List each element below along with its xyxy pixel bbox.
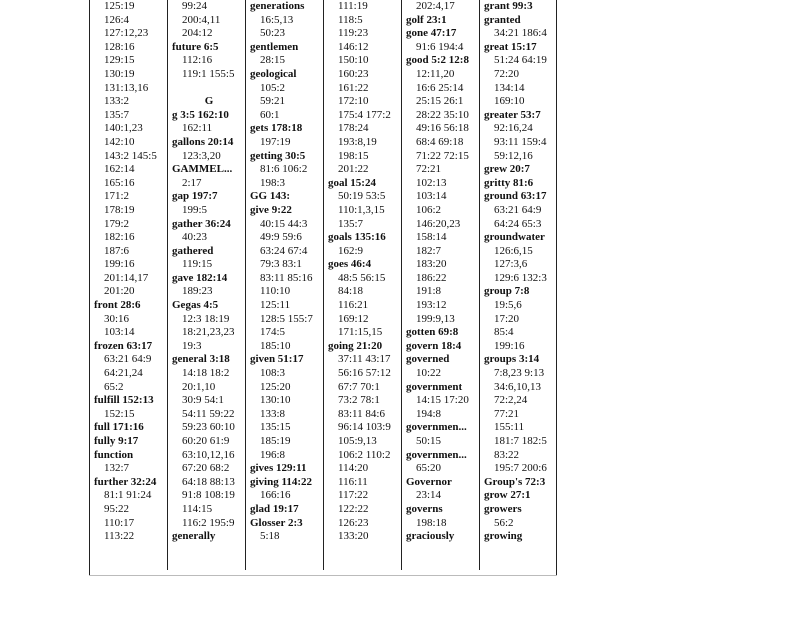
index-locator: 93:11 159:4 <box>494 135 547 148</box>
index-entry: groundwater <box>484 231 545 244</box>
index-locator: 23:14 <box>416 489 442 502</box>
index-entry: govern 18:4 <box>406 339 462 352</box>
index-entry: further 32:24 <box>94 475 157 488</box>
index-locator: 134:14 <box>494 81 525 94</box>
index-locator: 174:5 <box>260 326 286 339</box>
index-locator: 182:7 <box>416 244 442 257</box>
index-entry: g 3:5 162:10 <box>172 108 229 121</box>
index-locator: 18:21,23,23 <box>182 326 235 339</box>
index-locator: 125:11 <box>260 299 291 312</box>
index-locator: 96:14 103:9 <box>338 421 391 434</box>
index-locator: 162:9 <box>338 244 364 257</box>
index-locator: 189:23 <box>182 285 213 298</box>
index-locator: 175:4 177:2 <box>338 108 391 121</box>
column-divider <box>89 0 90 575</box>
index-entry: gap 197:7 <box>172 190 218 203</box>
index-entry: GG 143: <box>250 190 291 203</box>
index-locator: 199:16 <box>494 339 525 352</box>
index-entry: glad 19:17 <box>250 502 299 515</box>
index-entry: goes 46:4 <box>328 258 372 271</box>
index-locator: 65:20 <box>416 462 442 475</box>
index-locator: 63:21 64:9 <box>494 203 542 216</box>
index-locator: 128:5 155:7 <box>260 312 313 325</box>
index-locator: 28:22 35:10 <box>416 108 469 121</box>
index-locator: 49:16 56:18 <box>416 122 469 135</box>
index-locator: 199:5 <box>182 203 208 216</box>
index-locator: 169:10 <box>494 95 525 108</box>
index-entry: generally <box>172 530 216 543</box>
index-entry: gallons 20:14 <box>172 135 234 148</box>
index-locator: 131:13,16 <box>104 81 149 94</box>
index-locator: 34:21 186:4 <box>494 27 547 40</box>
index-locator: 59:23 60:10 <box>182 421 235 434</box>
index-locator: 68:4 69:18 <box>416 135 464 148</box>
index-locator <box>172 82 246 96</box>
index-locator: 197:19 <box>260 135 291 148</box>
index-locator: 16:6 25:14 <box>416 81 464 94</box>
index-locator: 40:15 44:3 <box>260 217 308 230</box>
index-locator: 181:7 182:5 <box>494 435 547 447</box>
index-locator: 91:6 194:4 <box>416 40 464 53</box>
index-locator: 119:15 <box>182 258 213 271</box>
index-locator: 126:6,15 <box>494 244 533 257</box>
index-entry: governs <box>406 502 443 515</box>
index-locator: 150:10 <box>338 54 369 67</box>
index-locator: 83:22 <box>494 448 520 461</box>
index-locator: 129:15 <box>104 54 135 67</box>
index-entry: giving 114:22 <box>250 475 313 488</box>
index-locator: 140:1,23 <box>104 122 143 135</box>
index-locator: 56:2 <box>494 516 514 529</box>
index-column-2 <box>172 0 246 580</box>
index-locator: 158:14 <box>416 231 447 244</box>
index-locator: 114:15 <box>182 502 213 515</box>
index-locator: 201:14,17 <box>104 271 149 284</box>
index-entry: gets 178:18 <box>250 122 303 135</box>
index-entry: group 7:8 <box>484 285 530 298</box>
index-locator: 166:16 <box>260 489 291 502</box>
index-entry: gone 47:17 <box>406 27 457 40</box>
index-locator: 91:8 108:19 <box>182 489 235 502</box>
index-locator: 162:14 <box>104 163 135 176</box>
index-locator: 40:23 <box>182 231 208 244</box>
index-locator: 17:20 <box>494 312 520 325</box>
index-locator: 7:8,23 9:13 <box>494 367 545 380</box>
index-locator: 64:21,24 <box>104 367 143 380</box>
index-entry: function <box>94 448 134 461</box>
index-locator: 117:22 <box>338 489 369 502</box>
index-locator: 85:4 <box>494 326 514 339</box>
index-entry: give 9:22 <box>250 203 292 216</box>
index-locator: 200:4,11 <box>182 13 221 26</box>
index-locator: 199:9,13 <box>416 312 455 325</box>
index-locator: 64:24 65:3 <box>494 217 542 230</box>
column-divider <box>556 0 557 575</box>
index-entry: getting 30:5 <box>250 149 306 162</box>
index-entry: fully 9:17 <box>94 435 139 447</box>
index-locator: 103:14 <box>416 190 447 203</box>
index-locator: 169:12 <box>338 312 369 325</box>
index-entry: goal 15:24 <box>328 176 376 189</box>
index-locator: 110:17 <box>104 516 135 529</box>
index-locator: 81:1 91:24 <box>104 489 152 502</box>
index-locator: 25:15 26:1 <box>416 95 464 108</box>
index-locator: 160:23 <box>338 67 369 80</box>
index-locator: 63:10,12,16 <box>182 448 235 461</box>
index-entry: Glosser 2:3 <box>250 516 303 529</box>
index-entry: growing <box>484 530 523 543</box>
index-locator: 125:20 <box>260 380 291 393</box>
index-entry: gather 36:24 <box>172 217 231 230</box>
index-entry: grow 27:1 <box>484 489 531 502</box>
index-locator: 72:2,24 <box>494 394 528 407</box>
index-locator: 112:16 <box>182 54 213 67</box>
index-locator: 193:12 <box>416 299 447 312</box>
index-locator: 183:20 <box>416 258 447 271</box>
index-locator: 95:22 <box>104 502 130 515</box>
index-locator: 12:11,20 <box>416 67 455 80</box>
index-locator: 19:5,6 <box>494 299 522 312</box>
index-entry: going 21:20 <box>328 339 383 352</box>
index-locator: 79:3 83:1 <box>260 258 302 271</box>
index-entry: frozen 63:17 <box>94 339 153 352</box>
index-entry: grew 20:7 <box>484 163 530 176</box>
index-locator: 19:3 <box>182 339 202 352</box>
bottom-rule <box>89 575 557 576</box>
column-divider <box>479 0 480 570</box>
index-locator: 105:2 <box>260 81 286 94</box>
column-divider <box>401 0 402 570</box>
index-locator: 127:3,6 <box>494 258 528 271</box>
index-locator: 171:15,15 <box>338 326 383 339</box>
index-locator: 126:23 <box>338 516 369 529</box>
index-locator: 186:22 <box>416 271 447 284</box>
index-column-1 <box>94 0 168 580</box>
index-locator: 116:21 <box>338 299 369 312</box>
index-entry: geological <box>250 67 297 80</box>
index-entry: gave 182:14 <box>172 271 228 284</box>
index-locator: 20:1,10 <box>182 380 216 393</box>
index-locator: 83:11 84:6 <box>338 407 385 420</box>
index-locator: 60:1 <box>260 108 280 121</box>
index-entry: generations <box>250 0 305 12</box>
index-locator: 99:24 <box>182 0 208 12</box>
index-locator: 198:15 <box>338 149 369 162</box>
index-column-3 <box>250 0 324 580</box>
index-locator: 83:11 85:16 <box>260 271 313 284</box>
index-locator: 113:22 <box>104 530 135 543</box>
index-locator: 71:22 72:15 <box>416 149 469 162</box>
index-entry: goals 135:16 <box>328 231 386 244</box>
index-locator: 196:8 <box>260 448 286 461</box>
column-divider <box>167 0 168 570</box>
index-locator: 105:9,13 <box>338 435 377 447</box>
index-locator: 185:19 <box>260 435 291 447</box>
index-locator: 111:19 <box>338 0 368 12</box>
index-entry: government <box>406 380 463 393</box>
index-locator: 59:12,16 <box>494 149 533 162</box>
index-entry: gathered <box>172 244 214 257</box>
index-locator: 201:20 <box>104 285 135 298</box>
column-divider <box>323 0 324 570</box>
index-locator: 178:24 <box>338 122 369 135</box>
index-locator: 187:6 <box>104 244 130 257</box>
index-entry: growers <box>484 502 522 515</box>
index-entry: ground 63:17 <box>484 190 547 203</box>
index-locator: 51:24 64:19 <box>494 54 547 67</box>
index-locator: 182:16 <box>104 231 135 244</box>
index-locator: 67:7 70:1 <box>338 380 380 393</box>
index-entry: graciously <box>406 530 455 543</box>
index-locator: 81:6 106:2 <box>260 163 308 176</box>
index-locator: 63:21 64:9 <box>104 353 152 366</box>
index-locator: 191:8 <box>416 285 442 298</box>
index-locator: 50:19 53:5 <box>338 190 386 203</box>
index-entry: Governor <box>406 475 452 488</box>
index-entry: grant 99:3 <box>484 0 533 12</box>
index-locator: 118:5 <box>338 13 363 26</box>
index-locator: 103:14 <box>104 326 135 339</box>
index-locator: 67:20 68:2 <box>182 462 230 475</box>
index-locator: 114:20 <box>338 462 369 475</box>
index-locator: 2:17 <box>182 176 202 189</box>
index-locator: 172:10 <box>338 95 369 108</box>
index-locator: 65:2 <box>104 380 124 393</box>
index-entry: greater 53:7 <box>484 108 541 121</box>
index-locator: 133:20 <box>338 530 369 543</box>
index-locator: 110:1,3,15 <box>338 203 385 216</box>
index-locator: 135:7 <box>104 108 130 121</box>
index-entry: gritty 81:6 <box>484 176 534 189</box>
index-column-5 <box>406 0 480 580</box>
index-column-6 <box>484 0 558 580</box>
index-entry: full 171:16 <box>94 421 144 434</box>
index-locator: 135:7 <box>338 217 364 230</box>
index-locator: 195:7 200:6 <box>494 462 547 475</box>
index-locator: 92:16,24 <box>494 122 533 135</box>
index-locator: 59:21 <box>260 95 286 108</box>
index-locator: 64:18 88:13 <box>182 475 235 488</box>
index-locator: 106:2 <box>416 203 442 216</box>
index-locator: 198:3 <box>260 176 286 189</box>
index-locator: 179:2 <box>104 217 130 230</box>
index-locator: 30:16 <box>104 312 130 325</box>
index-locator: 37:11 43:17 <box>338 353 391 366</box>
index-locator: 116:2 195:9 <box>182 516 235 529</box>
index-locator: 5:18 <box>260 530 280 543</box>
index-locator: 171:2 <box>104 190 130 203</box>
index-locator: 202:4,17 <box>416 0 455 12</box>
index-locator: 193:8,19 <box>338 135 377 148</box>
index-locator: 28:15 <box>260 54 286 67</box>
index-locator: 142:10 <box>104 135 135 148</box>
index-locator: 162:11 <box>182 122 213 135</box>
index-locator: 14:18 18:2 <box>182 367 230 380</box>
index-entry: given 51:17 <box>250 353 304 366</box>
index-locator: 198:18 <box>416 516 447 529</box>
index-locator: 204:12 <box>182 27 213 40</box>
index-locator: 72:21 <box>416 163 442 176</box>
index-locator: 199:16 <box>104 258 135 271</box>
index-locator: 165:16 <box>104 176 135 189</box>
index-locator: 201:22 <box>338 163 369 176</box>
index-entry: general 3:18 <box>172 353 230 366</box>
column-divider <box>245 0 246 570</box>
index-entry: gotten 69:8 <box>406 326 459 339</box>
index-locator: 48:5 56:15 <box>338 271 386 284</box>
index-entry: gives 129:11 <box>250 462 307 475</box>
index-entry: golf 23:1 <box>406 13 447 26</box>
index-locator: 102:13 <box>416 176 447 189</box>
index-locator: 133:2 <box>104 95 130 108</box>
index-locator: 130:10 <box>260 394 291 407</box>
index-locator: 73:2 78:1 <box>338 394 380 407</box>
index-locator: 56:16 57:12 <box>338 367 391 380</box>
index-locator: 135:15 <box>260 421 291 434</box>
index-locator: 129:6 132:3 <box>494 271 547 284</box>
index-locator: 122:22 <box>338 502 369 515</box>
index-locator: 72:20 <box>494 67 520 80</box>
index-locator: 77:21 <box>494 407 520 420</box>
index-locator: 185:10 <box>260 339 291 352</box>
index-entry: granted <box>484 13 521 26</box>
index-locator: 128:16 <box>104 40 135 53</box>
index-locator: 106:2 110:2 <box>338 448 391 461</box>
index-locator: 130:19 <box>104 67 135 80</box>
index-locator: 119:23 <box>338 27 369 40</box>
index-entry: groups 3:14 <box>484 353 540 366</box>
index-locator: 16:5,13 <box>260 13 294 26</box>
index-locator: 110:10 <box>260 285 291 298</box>
index-locator: 125:19 <box>104 0 135 12</box>
index-locator: 34:6,10,13 <box>494 380 542 393</box>
index-entry: GAMMEL... <box>172 163 233 176</box>
index-locator: 12:3 18:19 <box>182 312 230 325</box>
index-entry: governed <box>406 353 450 366</box>
index-locator: 116:11 <box>338 475 368 488</box>
index-locator: 155:11 <box>494 421 525 434</box>
index-locator: 143:2 145:5 <box>104 149 157 162</box>
index-locator: 10:22 <box>416 367 442 380</box>
index-locator: 123:3,20 <box>182 149 221 162</box>
index-entry: future 6:5 <box>172 40 219 53</box>
index-locator: 132:7 <box>104 462 130 475</box>
index-entry: governmen... <box>406 448 467 461</box>
index-locator: 60:20 61:9 <box>182 435 230 447</box>
index-locator: 194:8 <box>416 407 442 420</box>
index-locator: 146:20,23 <box>416 217 461 230</box>
index-locator: 152:15 <box>104 407 135 420</box>
index-locator: 84:18 <box>338 285 364 298</box>
index-entry: Gegas 4:5 <box>172 299 219 312</box>
index-entry: gentlemen <box>250 40 299 53</box>
index-entry: G <box>204 95 214 108</box>
index-column-4 <box>328 0 402 580</box>
index-locator: 14:15 17:20 <box>416 394 469 407</box>
index-locator: 126:4 <box>104 13 130 26</box>
index-locator: 178:19 <box>104 203 135 216</box>
index-locator: 146:12 <box>338 40 369 53</box>
index-entry: front 28:6 <box>94 299 141 312</box>
index-locator: 50:15 <box>416 435 442 447</box>
index-entry: great 15:17 <box>484 40 537 53</box>
index-locator: 127:12,23 <box>104 27 149 40</box>
index-locator: 119:1 155:5 <box>182 67 235 80</box>
index-locator: 63:24 67:4 <box>260 244 308 257</box>
index-entry: good 5:2 12:8 <box>406 54 469 67</box>
index-locator: 54:11 59:22 <box>182 407 235 420</box>
index-locator: 50:23 <box>260 27 286 40</box>
index-locator: 108:3 <box>260 367 286 380</box>
index-locator: 133:8 <box>260 407 286 420</box>
index-locator: 161:22 <box>338 81 369 94</box>
index-locator: 49:9 59:6 <box>260 231 302 244</box>
index-entry: governmen... <box>406 421 467 434</box>
index-locator: 30:9 54:1 <box>182 394 224 407</box>
index-entry: fulfill 152:13 <box>94 394 154 407</box>
index-entry: Group's 72:3 <box>484 475 546 488</box>
